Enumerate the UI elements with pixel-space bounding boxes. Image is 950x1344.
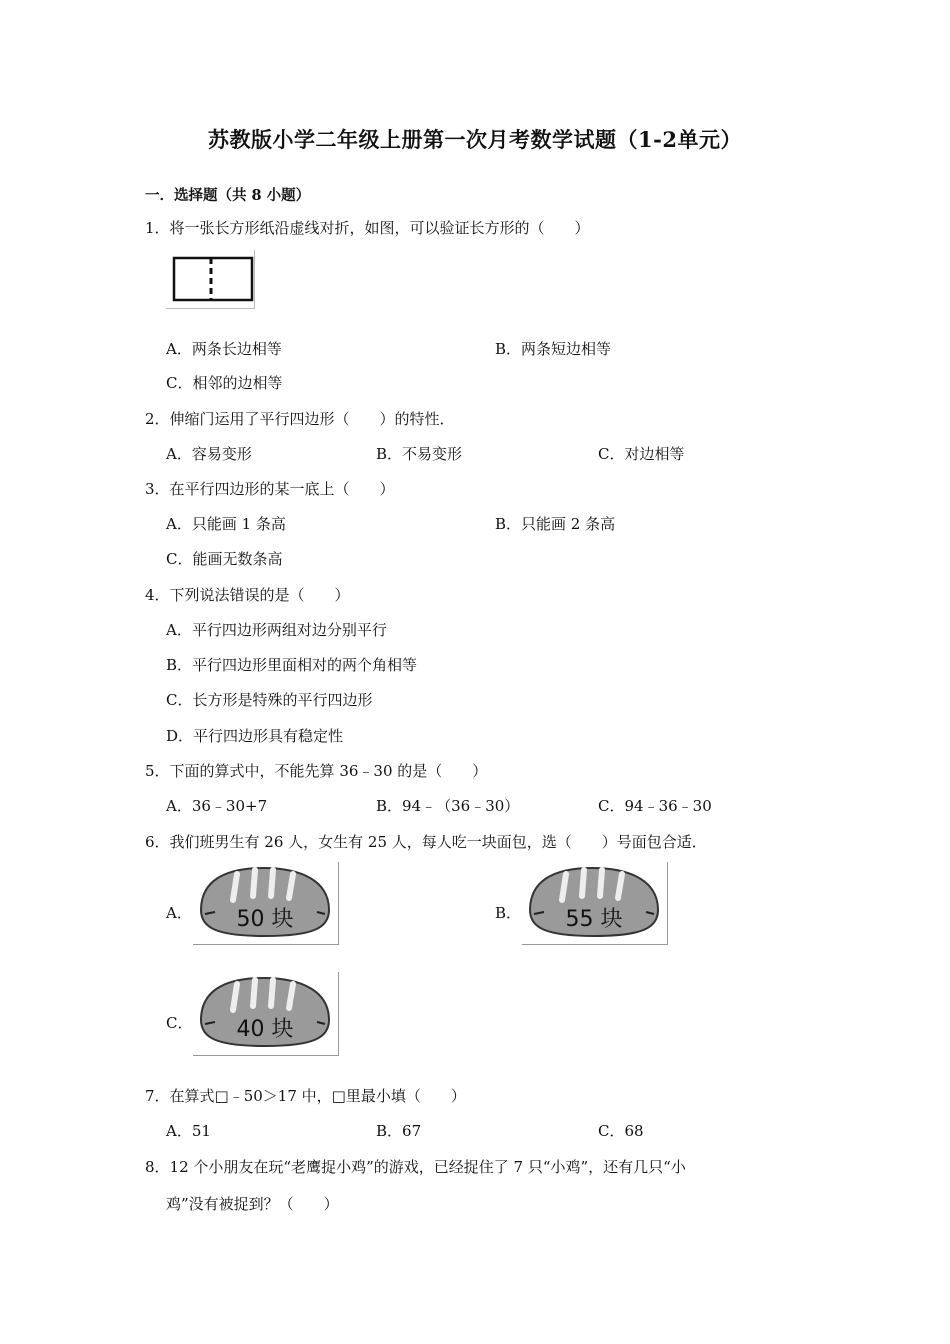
folded-rectangle-figure bbox=[166, 250, 255, 309]
question-5-option-c[interactable]: C．94﹣36﹣30 bbox=[598, 797, 712, 815]
bread-a-text: 50 块 bbox=[236, 907, 294, 932]
section-heading: 一．选择题（共 8 小题） bbox=[145, 187, 311, 204]
question-8-stem-line1: 8．12 个小朋友在玩“老鹰捉小鸡”的游戏，已经捉住了 7 只“小鸡”，还有几只“小 bbox=[145, 1158, 686, 1176]
question-4-option-a[interactable]: A．平行四边形两组对边分别平行 bbox=[166, 621, 387, 639]
question-2-option-a[interactable]: A．容易变形 bbox=[166, 445, 252, 463]
question-5-stem: 5．下面的算式中，不能先算 36﹣30 的是（ ） bbox=[145, 762, 488, 780]
bread-option-a[interactable] bbox=[193, 862, 339, 945]
question-7-stem: 7．在算式□﹣50＞17 中，□里最小填（ ） bbox=[145, 1087, 466, 1105]
question-2-option-c[interactable]: C．对边相等 bbox=[598, 445, 685, 463]
question-3-option-b[interactable]: B．只能画 2 条高 bbox=[495, 515, 616, 533]
question-1-option-a[interactable]: A．两条长边相等 bbox=[166, 340, 282, 358]
question-3-option-c[interactable]: C．能画无数条高 bbox=[166, 550, 283, 568]
question-7-option-b[interactable]: B．67 bbox=[376, 1122, 422, 1140]
question-4-option-b[interactable]: B．平行四边形里面相对的两个角相等 bbox=[166, 656, 418, 674]
question-4-option-c[interactable]: C．长方形是特殊的平行四边形 bbox=[166, 691, 373, 709]
page-title: 苏教版小学二年级上册第一次月考数学试题（1-2单元） bbox=[208, 127, 742, 152]
question-3-stem: 3．在平行四边形的某一底上（ ） bbox=[145, 480, 395, 498]
question-5-option-a[interactable]: A．36﹣30+7 bbox=[166, 797, 268, 815]
question-1-stem: 1．将一张长方形纸沿虚线对折，如图，可以验证长方形的（ ） bbox=[145, 219, 590, 237]
bread-b-text: 55 块 bbox=[565, 907, 623, 932]
question-2-stem: 2．伸缩门运用了平行四边形（ ）的特性． bbox=[145, 410, 455, 428]
question-7-option-c[interactable]: C．68 bbox=[598, 1122, 644, 1140]
question-8-stem-line2: 鸡”没有被捉到？（ ） bbox=[166, 1195, 339, 1213]
bread-option-c[interactable] bbox=[193, 972, 339, 1056]
question-6-option-c[interactable]: C． bbox=[166, 1014, 193, 1032]
question-1-option-b[interactable]: B．两条短边相等 bbox=[495, 340, 612, 358]
question-4-option-d[interactable]: D．平行四边形具有稳定性 bbox=[166, 727, 344, 745]
question-7-option-a[interactable]: A．51 bbox=[166, 1122, 211, 1140]
question-2-option-b[interactable]: B．不易变形 bbox=[376, 445, 463, 463]
bread-option-b[interactable] bbox=[522, 862, 668, 945]
question-4-stem: 4．下列说法错误的是（ ） bbox=[145, 586, 350, 604]
bread-c-text: 40 块 bbox=[236, 1017, 294, 1042]
question-1-option-c[interactable]: C．相邻的边相等 bbox=[166, 374, 283, 392]
question-6-option-b[interactable]: B． bbox=[495, 904, 522, 922]
question-6-option-a[interactable]: A． bbox=[166, 904, 192, 922]
question-3-option-a[interactable]: A．只能画 1 条高 bbox=[166, 515, 286, 533]
question-6-stem: 6．我们班男生有 26 人，女生有 25 人，每人吃一块面包，选（ ）号面包合适． bbox=[145, 833, 707, 851]
question-5-option-b[interactable]: B．94﹣（36﹣30） bbox=[376, 797, 520, 815]
